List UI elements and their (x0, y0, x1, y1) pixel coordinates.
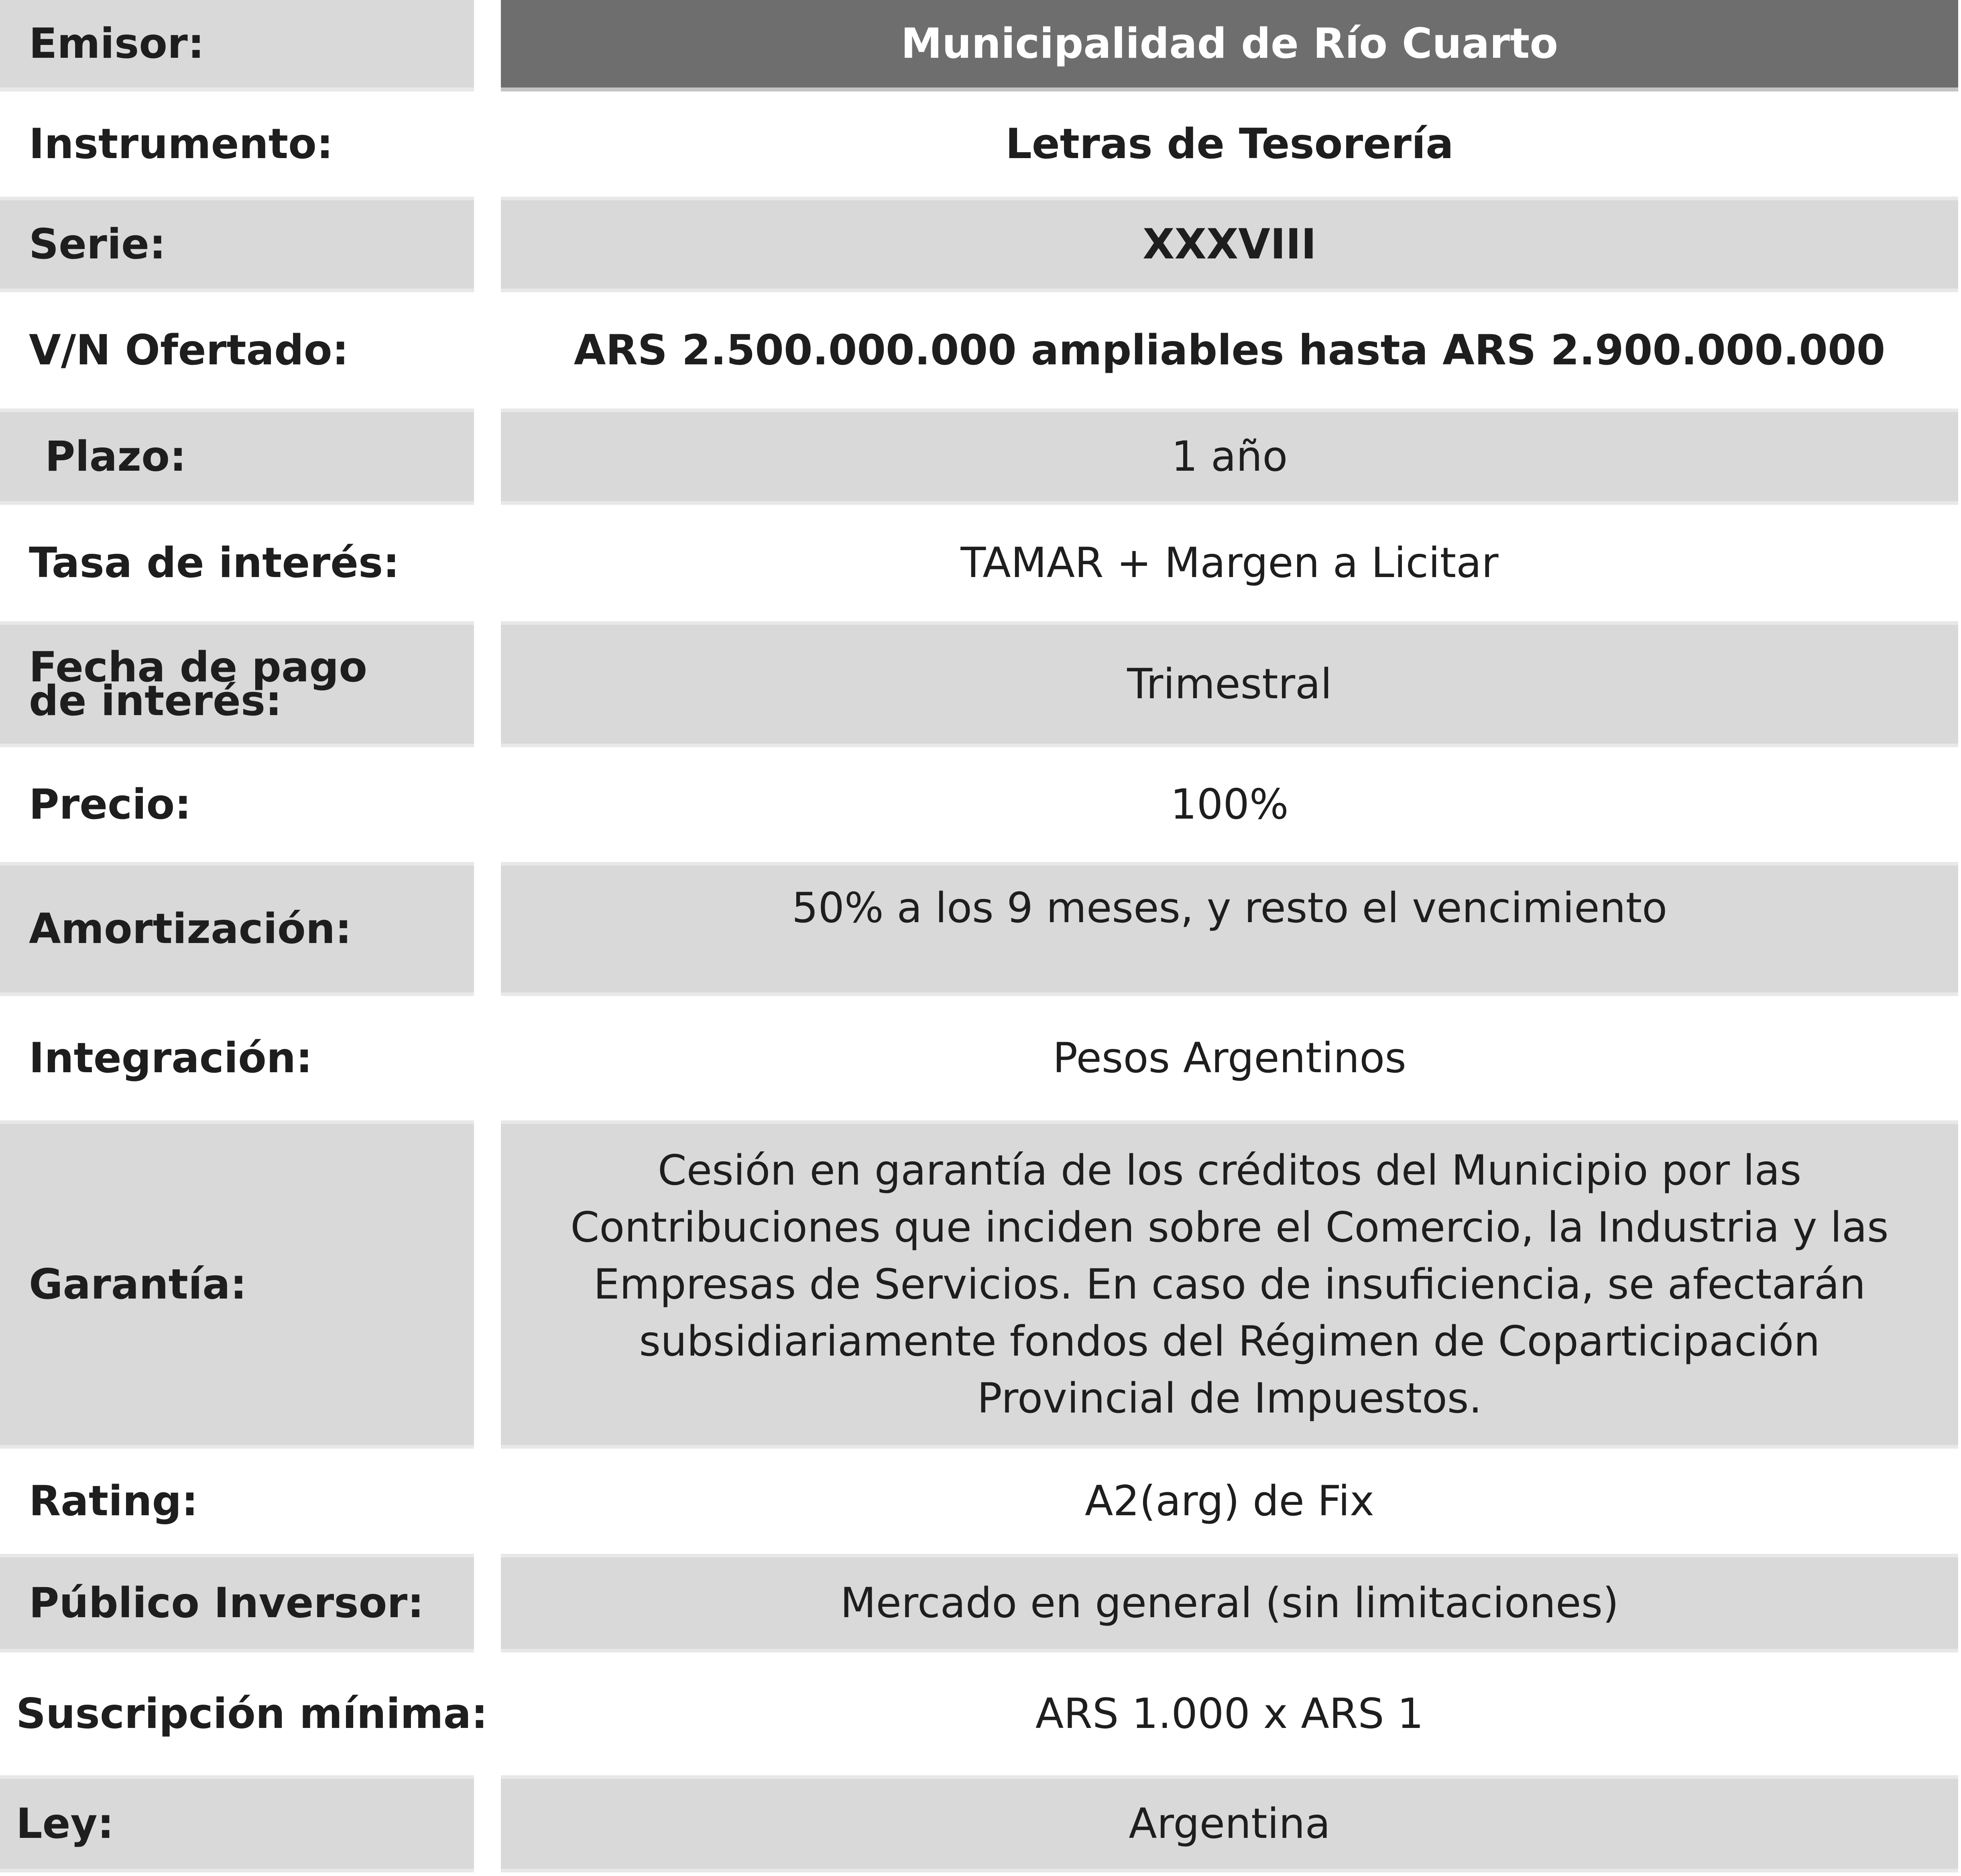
value-instrumento: Letras de Tesorería (1005, 120, 1454, 168)
row-garantia (0, 1120, 1961, 1449)
row-publico-inversor (0, 1554, 1961, 1652)
value-integracion: Pesos Argentinos (1053, 1034, 1406, 1082)
label-amortizacion: Amortización: (0, 862, 474, 996)
row-instrumento (0, 91, 1961, 197)
label-emisor: Emisor: (0, 0, 474, 91)
value-emisor: Municipalidad de Río Cuarto (501, 0, 1958, 91)
value-amortizacion: 50% a los 9 meses, y resto el vencimiento (501, 862, 1958, 996)
value-suscripcion-minima: ARS 1.000 x ARS 1 (1035, 1689, 1424, 1738)
label-serie: Serie: (0, 197, 474, 292)
value-garantia: Cesión en garantía de los créditos del Municipio por las Contribuciones que inciden sobre el Comercio, la Industria y las Empresas de Servicios. En caso de insuficiencia, se afectarán subsidiariamente fondos del Régimen de Coparticipación Provincial de Impuestos. (501, 1120, 1958, 1449)
value-rating: A2(arg) de Fix (1085, 1477, 1374, 1525)
label-fecha-pago-interes: Fecha de pago de interés: (0, 621, 474, 747)
label-publico-inversor: Público Inversor: (0, 1554, 474, 1652)
value-vn-ofertado: ARS 2.500.000.000 ampliables hasta ARS 2.900.000.000 (574, 326, 1886, 374)
row-fecha-pago-interes (0, 621, 1961, 747)
value-ley: Argentina (501, 1775, 1958, 1872)
label-plazo: Plazo: (0, 409, 474, 505)
label-tasa-interes: Tasa de interés: (29, 539, 400, 587)
label-integracion: Integración: (29, 1034, 313, 1082)
row-suscripcion-minima (0, 1652, 1961, 1775)
row-integracion (0, 996, 1961, 1120)
value-plazo: 1 año (501, 409, 1958, 505)
row-tasa-interes (0, 505, 1961, 621)
row-ley (0, 1775, 1961, 1872)
label-precio: Precio: (29, 780, 191, 829)
row-vn-ofertado (0, 292, 1961, 409)
label-vn-ofertado: V/N Ofertado: (29, 326, 349, 374)
value-precio: 100% (1170, 780, 1289, 829)
value-tasa-interes: TAMAR + Margen a Licitar (960, 539, 1499, 587)
label-instrumento: Instrumento: (29, 120, 334, 168)
value-fecha-pago-interes: Trimestral (501, 621, 1958, 747)
label-ley: Ley: (0, 1775, 474, 1872)
value-serie: XXXVIII (501, 197, 1958, 292)
row-precio (0, 747, 1961, 862)
row-plazo (0, 409, 1961, 505)
row-rating (0, 1449, 1961, 1554)
value-publico-inversor: Mercado en general (sin limitaciones) (501, 1554, 1958, 1652)
label-suscripcion-minima: Suscripción mínima: (16, 1689, 488, 1738)
row-serie (0, 197, 1961, 292)
row-emisor (0, 0, 1961, 91)
row-amortizacion (0, 862, 1961, 996)
label-garantia: Garantía: (0, 1120, 474, 1449)
label-rating: Rating: (29, 1477, 198, 1525)
